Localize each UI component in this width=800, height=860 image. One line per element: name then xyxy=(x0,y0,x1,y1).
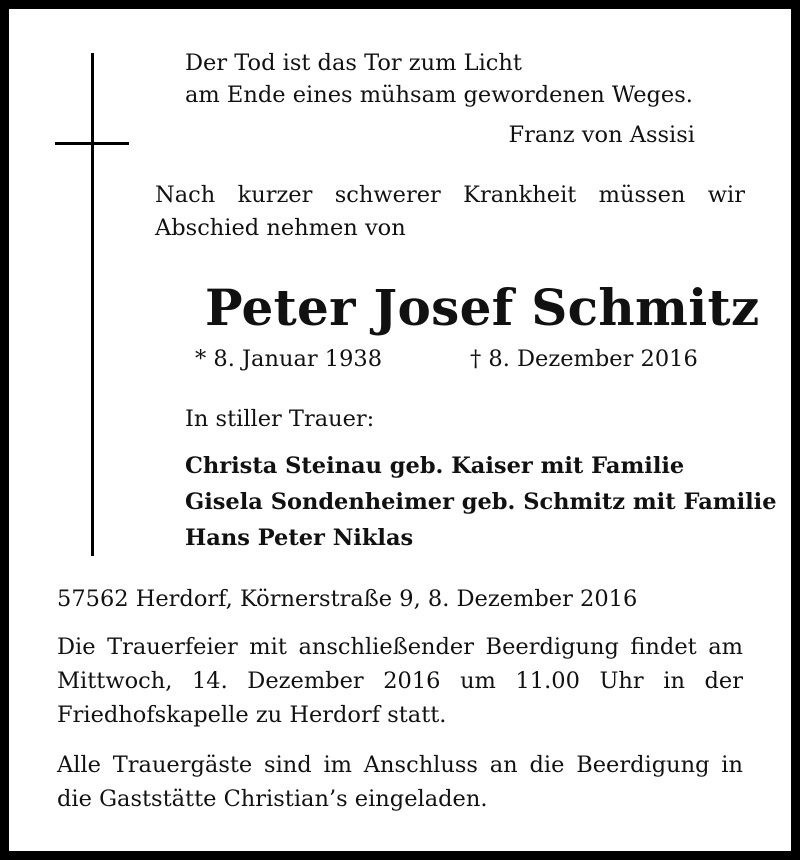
quote-line-2: am Ende eines mühsam gewordenen Weges. xyxy=(185,82,693,108)
mourner-item: Gisela Sondenheimer geb. Schmitz mit Familie xyxy=(185,489,777,515)
intro-text: Nach kurzer schwerer Krankheit müssen wir Abschied nehmen von xyxy=(155,182,745,241)
deceased-name: Peter Josef Schmitz xyxy=(205,278,760,337)
quote xyxy=(185,47,693,111)
invitation-text: Alle Trauergäste sind im Anschluss an die Beerdigung in die Gaststätte Christian’s eingeladen. xyxy=(57,752,743,812)
cross-icon-horizontal-bar xyxy=(55,142,129,145)
quote-author: Franz von Assisi xyxy=(508,122,695,148)
cross-icon-vertical-bar xyxy=(91,53,94,556)
mourner-item: Christa Steinau geb. Kaiser mit Familie xyxy=(185,453,685,479)
death-date: † 8. Dezember 2016 xyxy=(470,346,698,372)
mourning-heading: In stiller Trauer: xyxy=(185,406,375,432)
mourner-item: Hans Peter Niklas xyxy=(185,525,414,551)
birth-date: * 8. Januar 1938 xyxy=(195,346,383,372)
address-line: 57562 Herdorf, Körnerstraße 9, 8. Dezember 2016 xyxy=(57,586,638,612)
mourners-list xyxy=(185,448,777,556)
quote-line-1: Der Tod ist das Tor zum Licht xyxy=(185,50,522,76)
funeral-info: Die Trauerfeier mit anschließender Beerdigung findet am Mittwoch, 14. Dezember 2016 um 11.00 Uhr in der Friedhofskapelle zu Herdorf statt. xyxy=(57,634,743,728)
